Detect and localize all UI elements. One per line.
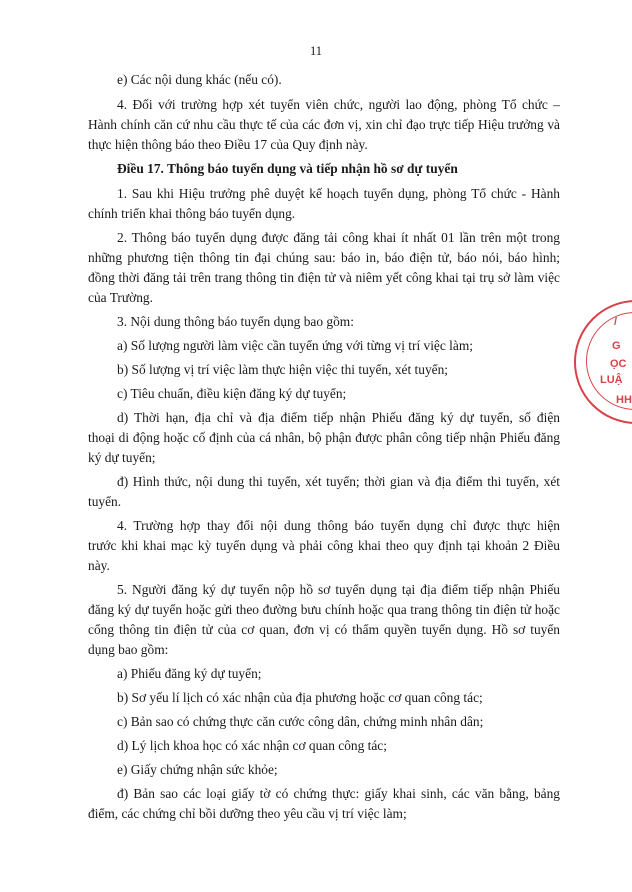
stamp-text: LUẬ [600, 374, 623, 386]
text-line: những phương tiện thông tin đại chúng sau: báo in, báo điện tử, báo nói, báo hình; [88, 250, 560, 265]
list-item: d) Lý lịch khoa học có xác nhận cơ quan công tác; [117, 738, 387, 753]
text-line: điểm, các chứng chỉ bồi dưỡng theo yêu cầu vị trí việc làm; [88, 806, 407, 821]
stamp-text: HH [616, 394, 632, 406]
list-item: c) Bản sao có chứng thực căn cước công dân, chứng minh nhân dân; [117, 714, 484, 729]
text-line: 1. Sau khi Hiệu trưởng phê duyệt kế hoạch tuyển dụng, phòng Tổ chức - Hành [117, 186, 560, 201]
list-item: d) Thời hạn, địa chỉ và địa điểm tiếp nhận Phiếu đăng ký dự tuyển, số điện [117, 410, 560, 425]
text-line: đồng thời đăng tải trên trang thông tin điện tử và niêm yết công khai tại trụ sở làm việc [88, 270, 560, 285]
page-number: 11 [309, 44, 323, 58]
text-line: cổng thông tin điện tử của cơ quan, đơn vị có thẩm quyền tuyển dụng. Hồ sơ tuyển [88, 622, 560, 637]
stamp-text: / [614, 316, 618, 328]
text-line: thoại di động hoặc cố định của cá nhân, bộ phận được phân công tiếp nhận Phiếu đăng [88, 430, 560, 445]
text-line: của Trường. [88, 290, 153, 305]
text-line: tuyển. [88, 494, 122, 509]
list-item: c) Tiêu chuẩn, điều kiện đăng ký dự tuyển; [117, 386, 347, 401]
text-line: ký dự tuyển; [88, 450, 156, 465]
text-line: trước khi khai mạc kỳ tuyển dụng và phải công khai theo quy định tại khoản 2 Điều [88, 538, 560, 553]
article-heading: Điều 17. Thông báo tuyển dụng và tiếp nhận hồ sơ dự tuyển [117, 161, 458, 176]
list-item: a) Số lượng người làm việc cần tuyển ứng với từng vị trí việc làm; [117, 338, 473, 353]
stamp-text: G [612, 340, 621, 352]
stamp-text: ỌC [610, 358, 627, 370]
text-line: dụng bao gồm: [88, 642, 169, 657]
list-item: e) Giấy chứng nhận sức khỏe; [117, 762, 278, 777]
text-line: 4. Đối với trường hợp xét tuyển viên chức, người lao động, phòng Tổ chức – [117, 97, 560, 112]
red-seal-stamp [574, 300, 632, 424]
text-line: này. [88, 558, 110, 573]
list-item: đ) Bản sao các loại giấy tờ có chứng thực: giấy khai sinh, các văn bằng, bảng [117, 786, 560, 801]
text-line: 4. Trường hợp thay đổi nội dung thông báo tuyển dụng chỉ được thực hiện [117, 518, 560, 533]
text-line: 5. Người đăng ký dự tuyển nộp hồ sơ tuyển dụng tại địa điểm tiếp nhận Phiếu [117, 582, 560, 597]
text-line: thực hiện thông báo theo Điều 17 của Quy định này. [88, 137, 368, 152]
text-line: 2. Thông báo tuyển dụng được đăng tải công khai ít nhất 01 lần trên một trong [117, 230, 560, 245]
text-line: đăng ký dự tuyển hoặc gửi theo đường bưu chính hoặc qua trang thông tin điện tử hoặc [88, 602, 560, 617]
text-line: chính triển khai thông báo tuyển dụng. [88, 206, 296, 221]
list-item: đ) Hình thức, nội dung thi tuyển, xét tuyển; thời gian và địa điểm thi tuyển, xét [117, 474, 560, 489]
list-item: a) Phiếu đăng ký dự tuyển; [117, 666, 262, 681]
text-line: 3. Nội dung thông báo tuyển dụng bao gồm: [117, 314, 354, 329]
list-item: b) Số lượng vị trí việc làm thực hiện việc thi tuyển, xét tuyển; [117, 362, 448, 377]
list-item: b) Sơ yếu lí lịch có xác nhận của địa phương hoặc cơ quan công tác; [117, 690, 483, 705]
text-line: Hành chính căn cứ nhu cầu thực tế của các đơn vị, xin chỉ đạo trực tiếp Hiệu trưởng và [88, 117, 560, 132]
text-line: e) Các nội dung khác (nếu có). [117, 72, 282, 87]
